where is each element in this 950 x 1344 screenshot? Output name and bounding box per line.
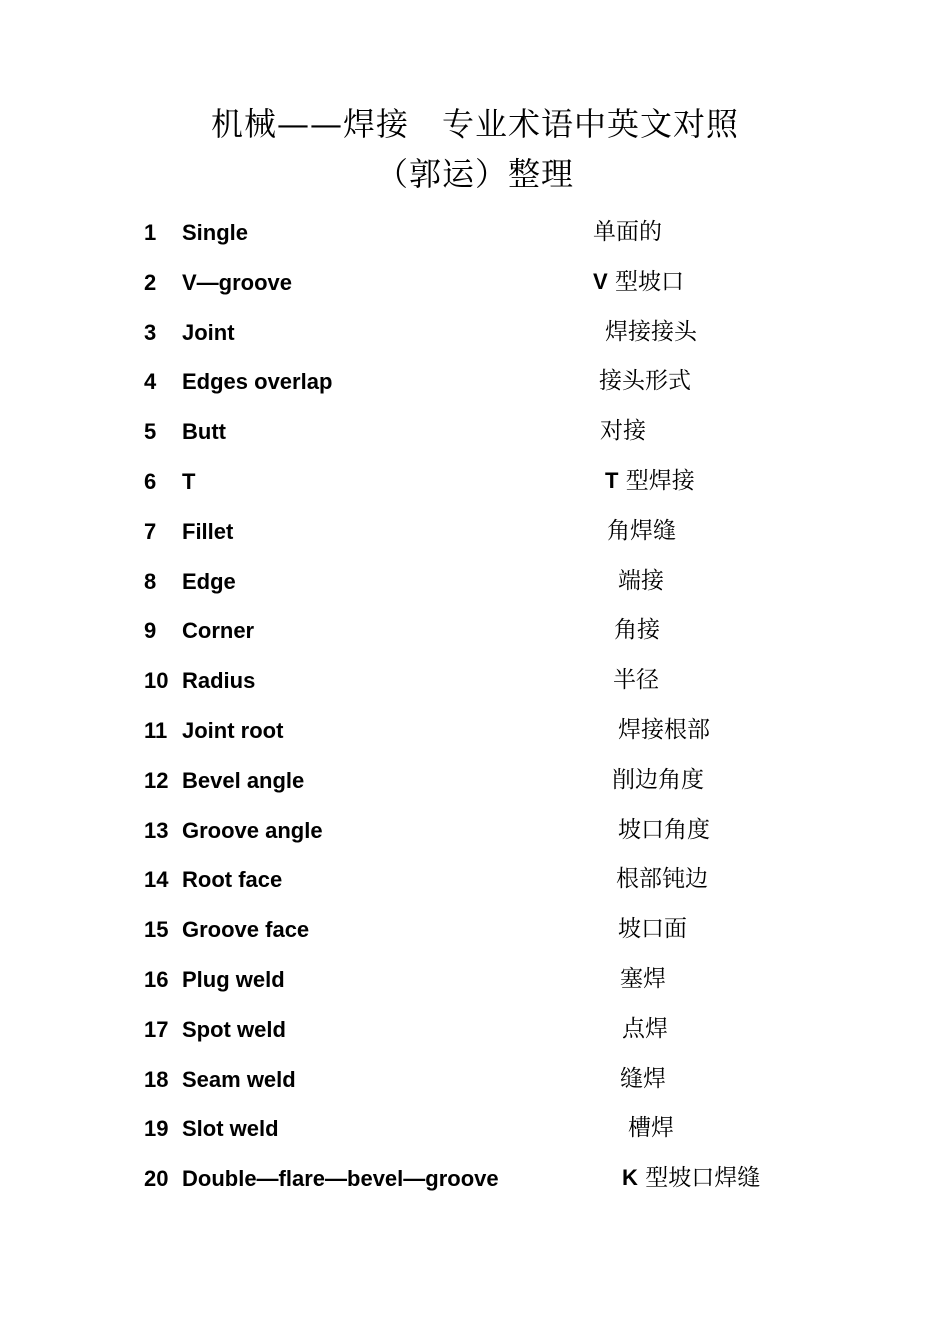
term-english: T (182, 468, 196, 494)
term-number: 5 (144, 419, 157, 445)
term-number: 16 (144, 966, 169, 992)
term-row (0, 463, 950, 513)
term-chinese: 焊接接头 (605, 318, 697, 345)
term-chinese: 缝焊 (620, 1065, 666, 1092)
term-chinese: 对接 (600, 418, 646, 445)
term-row (0, 961, 950, 1011)
term-chinese: 角接 (614, 617, 660, 644)
term-number: 8 (144, 568, 157, 594)
term-english: Double—flare—bevel—groove (182, 1166, 499, 1192)
term-english: Groove face (182, 917, 310, 943)
term-number: 12 (144, 767, 169, 793)
term-row (0, 413, 950, 463)
term-row (0, 911, 950, 961)
term-chinese: 塞焊 (620, 965, 666, 992)
term-chinese: V 型坡口 (593, 268, 684, 295)
term-number: 7 (144, 518, 157, 544)
term-chinese: 端接 (618, 567, 664, 594)
term-chinese: K 型坡口焊缝 (622, 1165, 761, 1192)
term-row (0, 861, 950, 911)
term-english: Joint (182, 319, 235, 345)
term-number: 10 (144, 668, 169, 694)
term-number: 11 (144, 717, 168, 743)
term-row (0, 314, 950, 364)
term-number: 4 (144, 369, 157, 395)
term-number: 20 (144, 1166, 169, 1192)
term-row (0, 1061, 950, 1111)
term-number: 6 (144, 468, 157, 494)
term-number: 19 (144, 1116, 169, 1142)
term-row (0, 1160, 950, 1210)
term-english: Groove angle (182, 817, 323, 843)
term-number: 14 (144, 867, 169, 893)
term-number: 9 (144, 618, 157, 644)
term-row (0, 563, 950, 613)
term-number: 2 (144, 269, 157, 295)
term-english: Single (182, 220, 249, 245)
term-english: Seam weld (182, 1066, 296, 1092)
term-row (0, 1011, 950, 1061)
term-english: Butt (182, 419, 226, 445)
term-row (0, 762, 950, 812)
term-row (0, 363, 950, 413)
term-chinese: 点焊 (622, 1015, 668, 1042)
term-english: Plug weld (182, 966, 285, 992)
term-row (0, 513, 950, 563)
term-chinese: T 型焊接 (605, 467, 695, 494)
term-chinese: 削边角度 (612, 766, 704, 793)
term-chinese: 根部钝边 (616, 866, 708, 893)
term-row (0, 612, 950, 662)
term-english: Edges overlap (182, 369, 333, 395)
term-row (0, 662, 950, 712)
term-number: 17 (144, 1016, 169, 1042)
term-english: Fillet (182, 518, 234, 544)
term-chinese: 焊接根部 (618, 716, 710, 743)
term-english: Bevel angle (182, 767, 305, 793)
term-number: 18 (144, 1066, 169, 1092)
term-number: 13 (144, 817, 169, 843)
term-english: Joint root (182, 717, 284, 743)
term-row (0, 214, 950, 264)
term-english: Corner (182, 618, 255, 644)
term-english: Root face (182, 867, 283, 893)
term-row (0, 264, 950, 314)
term-english: Radius (182, 668, 256, 694)
term-row (0, 712, 950, 762)
term-chinese: 半径 (613, 667, 659, 694)
document-subtitle: （郭运）整理 (375, 155, 574, 193)
term-chinese: 槽焊 (628, 1115, 674, 1142)
document-title: 机械——焊接 专业术语中英文对照 (210, 105, 739, 143)
term-chinese: 接头形式 (599, 368, 691, 395)
term-chinese: 角焊缝 (607, 517, 676, 544)
term-number: 15 (144, 917, 169, 943)
term-english: Slot weld (182, 1116, 279, 1142)
term-number: 3 (144, 319, 157, 345)
term-chinese: 坡口面 (618, 916, 687, 943)
term-english: Spot weld (182, 1016, 286, 1042)
term-row (0, 1110, 950, 1160)
term-row (0, 812, 950, 862)
term-english: V—groove (182, 269, 293, 295)
term-list (0, 214, 950, 1210)
term-chinese: 单面的 (593, 219, 662, 245)
term-number: 1 (144, 220, 157, 245)
term-english: Edge (182, 568, 236, 594)
term-chinese: 坡口角度 (618, 816, 710, 843)
